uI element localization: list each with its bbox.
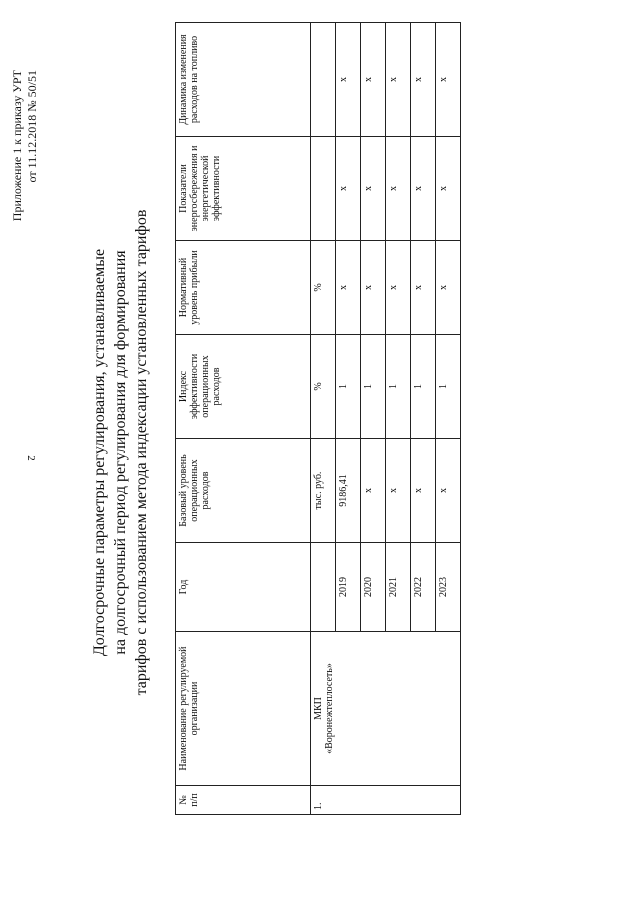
header-num: № п/п [176, 786, 311, 815]
unit-year [311, 543, 336, 632]
cell-year: 2023 [436, 543, 461, 632]
parameters-table [175, 22, 461, 815]
cell-fuel: x [361, 23, 386, 137]
org-name-line2: «Воронежтеплосеть» [324, 663, 335, 754]
header-org: Наименование регулируемой организации [176, 632, 311, 786]
cell-fuel: x [411, 23, 436, 137]
appendix-line1: Приложение 1 к приказу УРТ [10, 70, 24, 222]
title-line1: Долгосрочные параметры регулирования, устанавливаемые [91, 248, 108, 657]
cell-base: x [436, 439, 461, 543]
cell-energy: x [361, 137, 386, 241]
cell-year: 2021 [386, 543, 411, 632]
cell-fuel: x [436, 23, 461, 137]
cell-norm: x [386, 241, 411, 335]
cell-index: 1 [336, 335, 361, 439]
header-base: Базовый уровень операционных расходов [176, 439, 311, 543]
title-line2: на долгосрочный период регулирования для формирования [111, 250, 129, 655]
cell-index: 1 [436, 335, 461, 439]
appendix-line2: от 11.12.2018 № 50/51 [25, 70, 39, 183]
header-fuel: Динамика изменения расходов на топливо [176, 23, 311, 137]
header-index: Индекс эффективности операционных расходов [176, 335, 311, 439]
document-title [90, 0, 152, 905]
header-energy: Показатели энергосбережения и энергетической эффективности [176, 137, 311, 241]
unit-fuel [311, 23, 336, 137]
table-unit-row [311, 23, 336, 815]
page-number: 2 [24, 455, 37, 461]
cell-base: x [411, 439, 436, 543]
cell-index: 1 [411, 335, 436, 439]
cell-energy: x [336, 137, 361, 241]
cell-norm: x [361, 241, 386, 335]
appendix-reference [10, 70, 40, 221]
cell-fuel: x [336, 23, 361, 137]
cell-norm: x [436, 241, 461, 335]
unit-norm: % [311, 241, 336, 335]
cell-energy: x [386, 137, 411, 241]
cell-fuel: x [386, 23, 411, 137]
cell-norm: x [336, 241, 361, 335]
title-line3: тарифов с использованием метода индексации установленных тарифов [132, 209, 150, 696]
table-header-row [176, 23, 311, 815]
cell-year: 2022 [411, 543, 436, 632]
cell-energy: x [411, 137, 436, 241]
cell-base: x [386, 439, 411, 543]
org-num-cell: 1. [311, 786, 461, 815]
unit-index: % [311, 335, 336, 439]
cell-index: 1 [361, 335, 386, 439]
org-name-line1: МКП [313, 697, 324, 720]
cell-norm: x [411, 241, 436, 335]
cell-index: 1 [386, 335, 411, 439]
unit-base: тыс. руб. [311, 439, 336, 543]
header-norm: Нормативный уровень прибыли [176, 241, 311, 335]
unit-energy [311, 137, 336, 241]
cell-year: 2020 [361, 543, 386, 632]
cell-energy: x [436, 137, 461, 241]
cell-base: 9186,41 [336, 439, 361, 543]
cell-year: 2019 [336, 543, 361, 632]
org-name-cell [311, 632, 461, 786]
header-year: Год [176, 543, 311, 632]
cell-base: x [361, 439, 386, 543]
